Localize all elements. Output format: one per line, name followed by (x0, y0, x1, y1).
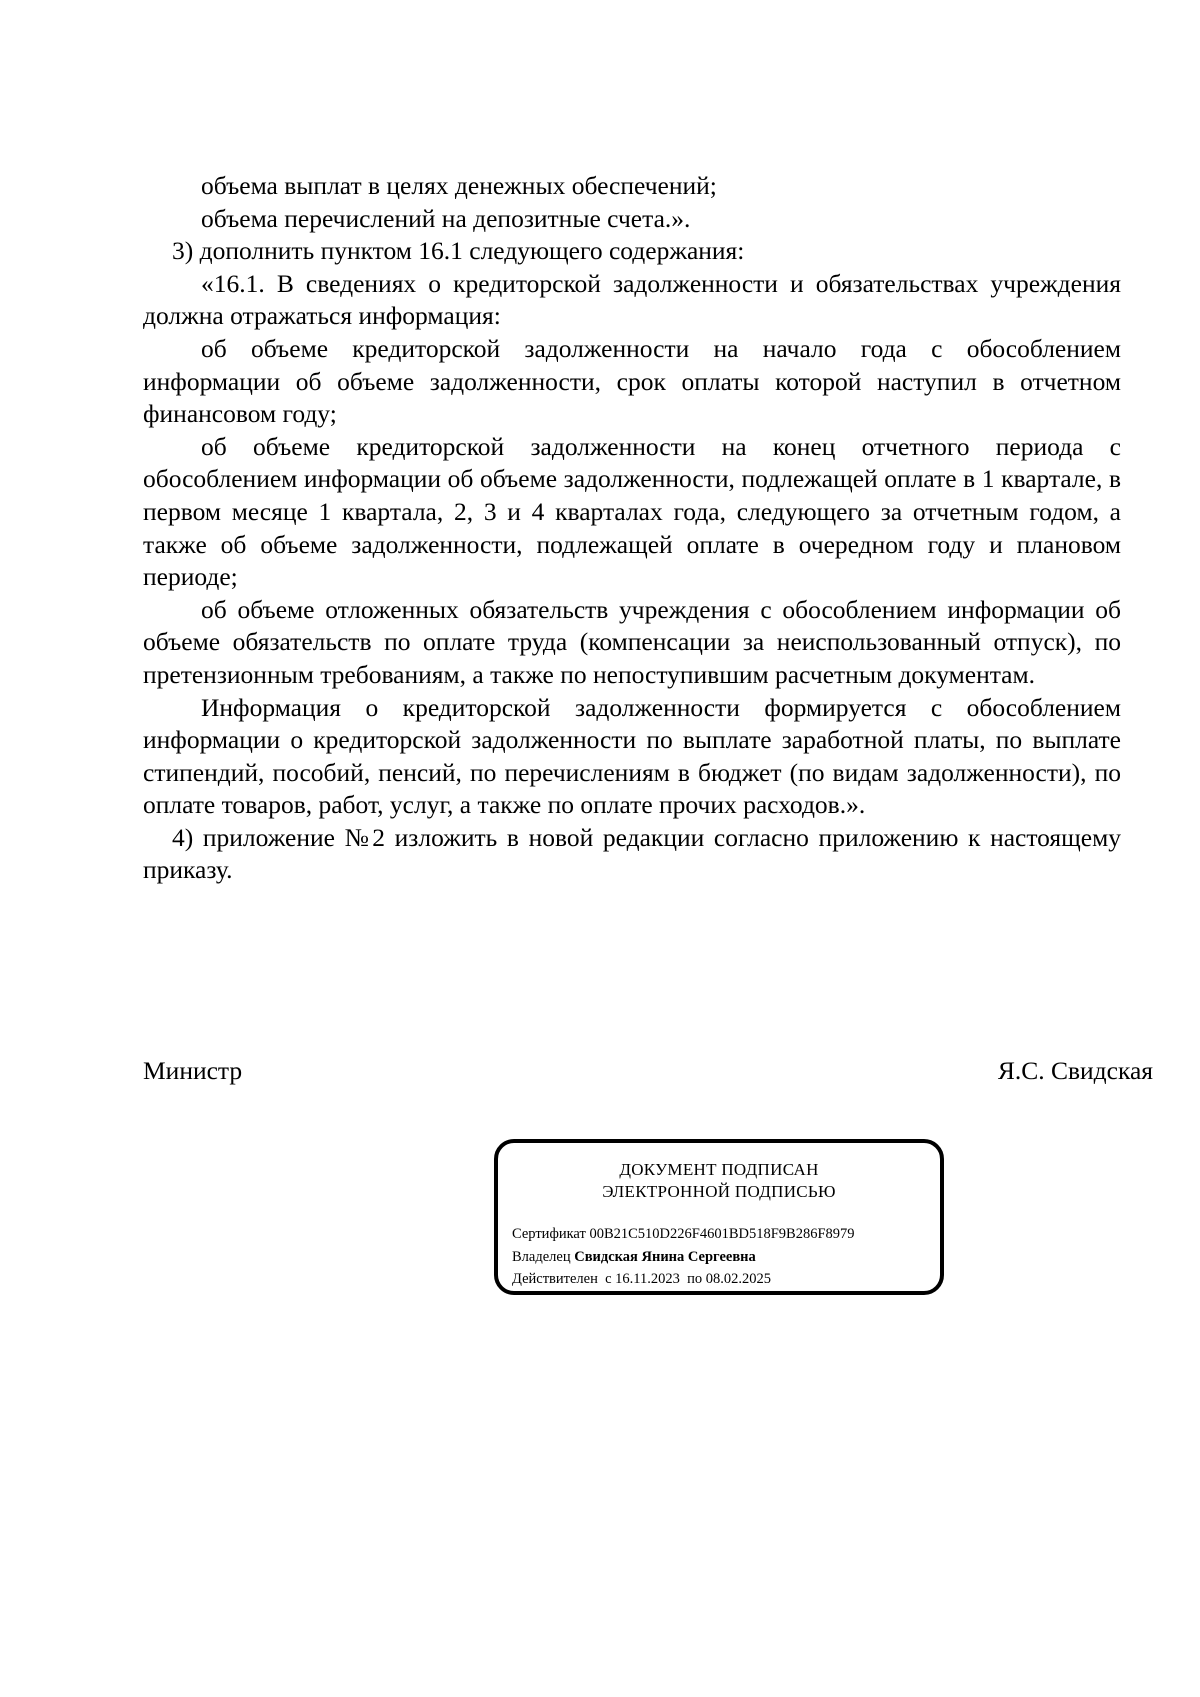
signer-name: Я.С. Свидская (997, 1056, 1153, 1085)
owner-label: Владелец (512, 1248, 571, 1265)
validity-label: Действителен (512, 1271, 598, 1287)
stamp-owner-row (512, 1246, 932, 1269)
validity-to-prefix: по (687, 1271, 703, 1287)
paragraph-debt-info: Информация о кредиторской задолженности формируется с обособлением информации о кредиторской задолженности по выплате заработной платы, по выплате стипендий, пособий, пенсий, по перечислениям в бюджет (по видам задолженности), по оплате товаров, работ, услуг, а также по оплате прочих расходов.». (143, 692, 1121, 820)
list-item-3: 3) дополнить пунктом 16.1 следующего содержания: (172, 236, 745, 266)
paragraph-debt-end: об объеме кредиторской задолженности на конец отчетного периода с обособлением информации об объеме задолженности, подлежащей оплате в 1 квартале, в первом месяце 1 квартала, 2, 3 и 4 кварталах года, следующего за отчетным годом, а также об объеме задолженности, подлежащей оплате в очередном году и плановом периоде; (143, 431, 1121, 592)
paragraph-debt-start: об объеме кредиторской задолженности на начало года с обособлением информации об объеме задолженности, срок оплаты которой наступил в отчетном финансовом году; (143, 333, 1121, 429)
stamp-details (512, 1223, 932, 1291)
body-line-1: объема выплат в целях денежных обеспечений; (201, 171, 717, 200)
electronic-signature-stamp (494, 1139, 944, 1295)
validity-from-prefix: с (605, 1271, 612, 1287)
certificate-label: Сертификат (512, 1226, 586, 1242)
signer-role: Министр (143, 1056, 243, 1085)
body-line-2: объема перечислений на депозитные счета.». (201, 203, 691, 233)
document-body (143, 170, 1121, 887)
owner-value: Свидская Янина Сергеевна (574, 1248, 756, 1265)
list-item-4: 4) приложение №2 изложить в новой редакции согласно приложению к настоящему приказу. (143, 822, 1121, 885)
stamp-heading-line-2: ЭЛЕКТРОННОЙ ПОДПИСЬЮ (602, 1182, 836, 1201)
certificate-value: 00B21C510D226F4601BD518F9B286F8979 (589, 1226, 855, 1242)
stamp-certificate-row (512, 1223, 932, 1246)
stamp-heading (498, 1159, 940, 1203)
validity-to-date: 08.02.2025 (705, 1271, 772, 1287)
stamp-heading-line-1: ДОКУМЕНТ ПОДПИСАН (619, 1160, 819, 1179)
stamp-validity-row (512, 1268, 932, 1291)
paragraph-deferred-obligations: об объеме отложенных обязательств учреждения с обособлением информации об объеме обязательств по оплате труда (компенсации за неиспользованный отпуск), по претензионным требованиям, а также по непоступившим расчетным документам. (143, 594, 1121, 689)
paragraph-16-1-intro: «16.1. В сведениях о кредиторской задолженности и обязательствах учреждения должна отражаться информация: (143, 268, 1121, 331)
validity-from-date: 16.11.2023 (615, 1271, 680, 1287)
